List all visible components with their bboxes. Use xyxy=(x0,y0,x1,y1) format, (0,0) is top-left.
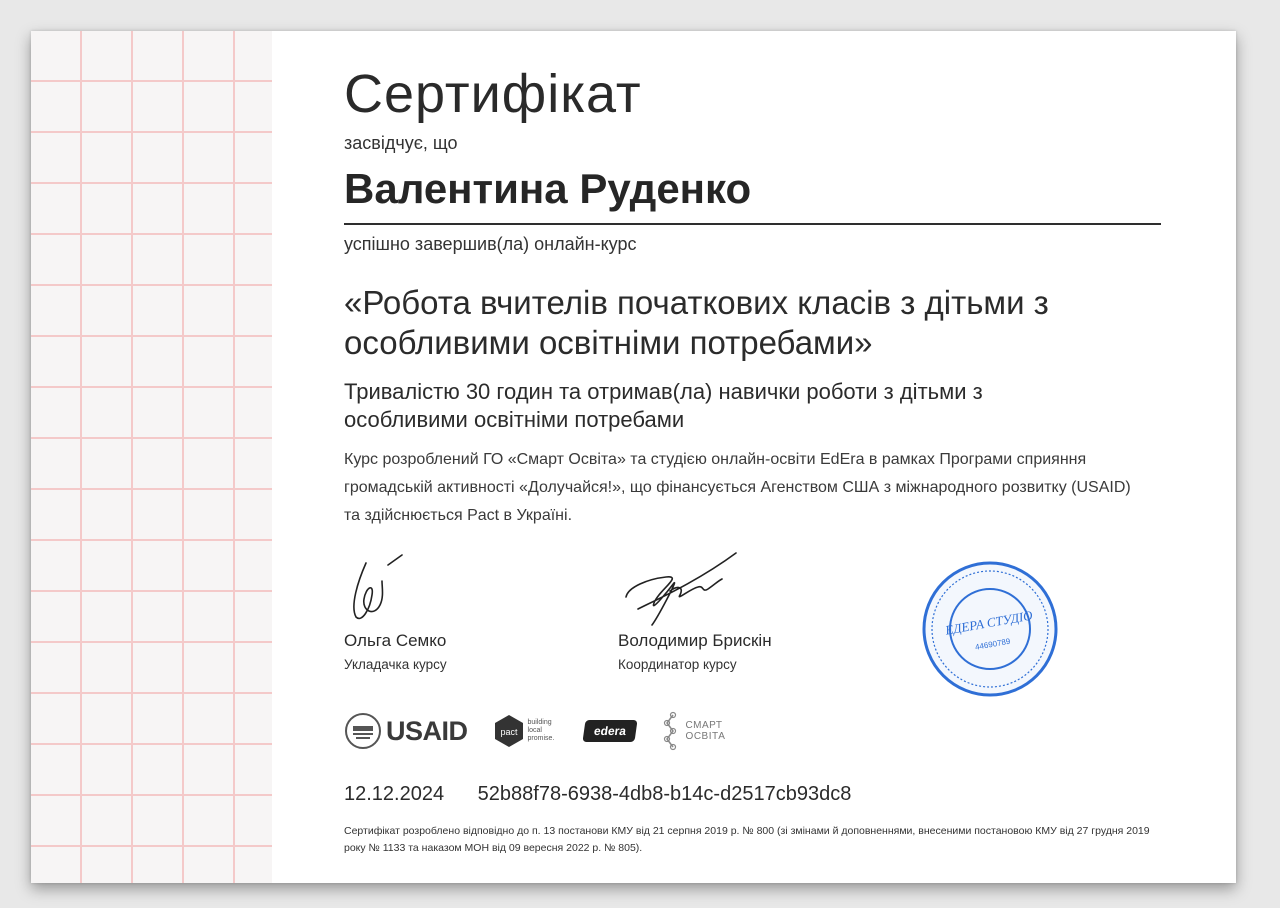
duration-text: Тривалістю 30 годин та отримав(ла) навички роботи з дітьми з особливими освітніми потребами xyxy=(344,379,983,432)
official-stamp-icon xyxy=(918,557,1062,701)
certificate-content xyxy=(344,31,1236,883)
name-underline xyxy=(344,223,1161,225)
pact-tagline: building local promise. xyxy=(527,719,555,742)
course-description: Курс розроблений ГО «Смарт Освіта» та студією онлайн-освіти EdEra в рамках Програми сприяння громадській активності «Долучайся!», що фінансується Агенством США з міжнародного розвитку (USAID) та здійснюється Pact в Україні. xyxy=(344,451,1131,524)
course-title: «Робота вчителів початкових класів з дітьми з особливими освітніми потребами» xyxy=(344,284,1049,361)
signature-1-icon xyxy=(344,551,424,631)
svg-text:44690789: 44690789 xyxy=(974,636,1011,652)
pact-logo xyxy=(494,714,558,748)
signatory-1 xyxy=(344,551,447,672)
signatory-1-role: Укладачка курсу xyxy=(344,657,447,672)
smart-line-2: ОСВІТА xyxy=(685,731,726,742)
usaid-logo xyxy=(344,712,468,750)
issue-date: 12.12.2024 xyxy=(344,783,445,805)
edera-logo: edera xyxy=(582,720,637,742)
certificate-page xyxy=(31,31,1236,883)
molecule-icon xyxy=(662,711,684,751)
recipient-name: Валентина Руденко xyxy=(344,165,752,212)
svg-text:pact: pact xyxy=(500,727,518,737)
svg-text:ЕДЕРА СТУДІО: ЕДЕРА СТУДІО xyxy=(944,607,1034,638)
certificate-id: 52b88f78-6938-4db8-b14c-d2517cb93dc8 xyxy=(477,783,852,805)
certificate-title: Сертифікат xyxy=(344,64,642,124)
signatory-2 xyxy=(618,551,772,672)
pact-hexagon-icon xyxy=(494,714,524,748)
decorative-grid-panel xyxy=(31,31,272,883)
smart-line-1: СМАРТ xyxy=(685,720,723,731)
completed-text: успішно завершив(ла) онлайн-курс xyxy=(344,234,637,254)
intro-text: засвідчує, що xyxy=(344,133,458,153)
signatory-2-role: Координатор курсу xyxy=(618,657,737,672)
partner-logos xyxy=(344,706,725,756)
certificate-meta xyxy=(344,783,851,806)
signatory-1-name: Ольга Семко xyxy=(344,631,447,650)
usaid-seal-icon xyxy=(344,712,382,750)
usaid-wordmark: USAID xyxy=(386,715,468,746)
smart-osvita-logo xyxy=(662,711,726,751)
legal-footnote: Сертифікат розроблено відповідно до п. 13 постанови КМУ від 21 серпня 2019 р. № 800 (зі змінами й доповненнями, внесеними постановою КМУ від 27 грудня 2019 року № 1133 та наказом МОН від 09 вересня 2022 р. № 805). xyxy=(344,825,1150,854)
signature-2-icon xyxy=(618,551,748,631)
signatory-2-name: Володимир Брискін xyxy=(618,631,772,650)
